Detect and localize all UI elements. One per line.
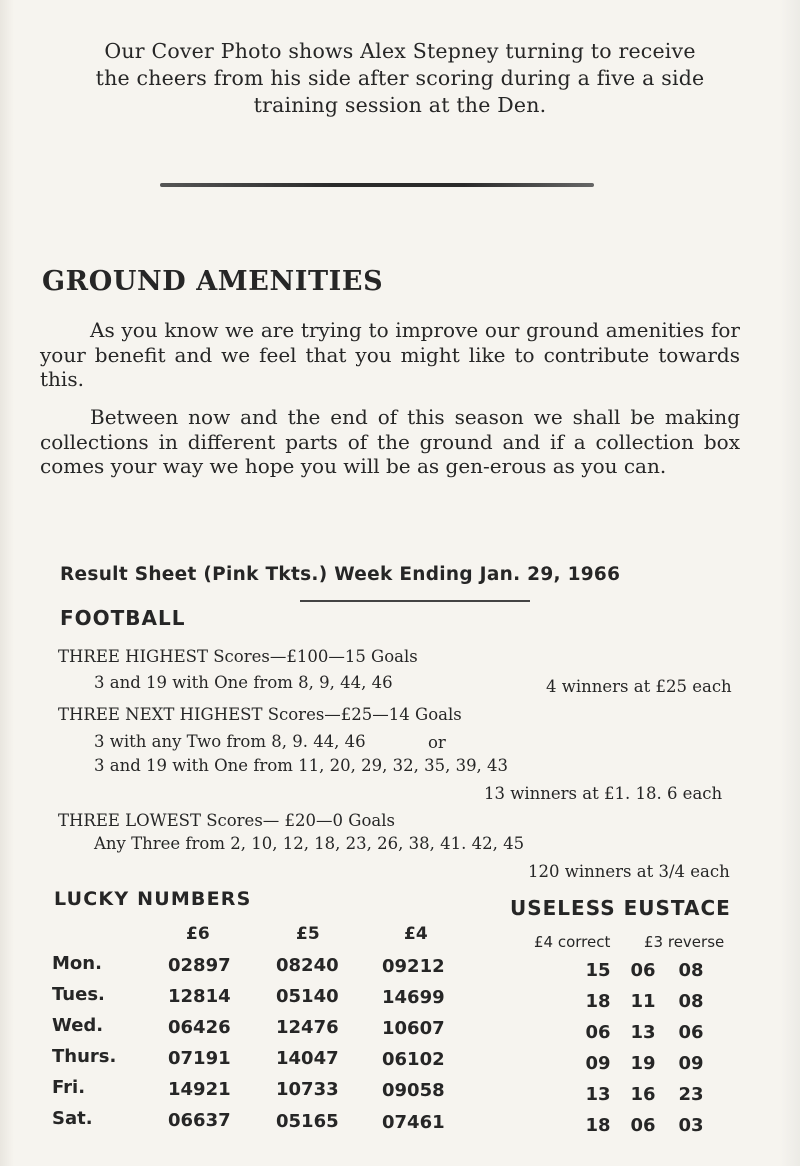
useless-eustace-header-reverse: £3 reverse bbox=[644, 933, 725, 951]
result-title-underline bbox=[300, 600, 530, 602]
amenities-paragraph-2 bbox=[40, 405, 740, 479]
lucky-number: 10607 bbox=[382, 1018, 445, 1039]
result-sheet-title: Result Sheet (Pink Tkts.) Week Ending Jan. 29, 1966 bbox=[60, 564, 621, 585]
lucky-row-day: Thurs. bbox=[52, 1046, 117, 1067]
lucky-numbers-heading: LUCKY NUMBERS bbox=[54, 888, 252, 910]
eustace-number: 06 bbox=[630, 960, 656, 981]
eustace-number: 09 bbox=[585, 1053, 611, 1074]
lucky-row-day: Wed. bbox=[52, 1015, 104, 1036]
amenities-paragraph-2-text: Between now and the end of this season we shall be making collections in different parts of the ground and if a collection box comes your way we hope you will be as gen-erous as you can. bbox=[40, 405, 740, 478]
eustace-number: 16 bbox=[630, 1084, 656, 1105]
lucky-number: 05140 bbox=[276, 986, 339, 1007]
useless-eustace-heading: USELESS EUSTACE bbox=[510, 896, 731, 920]
eustace-number: 15 bbox=[585, 960, 611, 981]
three-next-highest-or: or bbox=[428, 733, 446, 752]
cover-caption-line: training session at the Den. bbox=[253, 93, 547, 117]
three-highest-detail: 3 and 19 with One from 8, 9, 44, 46 bbox=[94, 673, 393, 692]
eustace-number: 13 bbox=[585, 1084, 611, 1105]
lucky-row-day: Mon. bbox=[52, 953, 102, 974]
lucky-number: 09058 bbox=[382, 1080, 445, 1101]
eustace-number: 06 bbox=[630, 1115, 656, 1136]
lucky-number: 08240 bbox=[276, 955, 339, 976]
lucky-number: 09212 bbox=[382, 956, 445, 977]
three-highest-winners: 4 winners at £25 each bbox=[546, 677, 732, 696]
cover-photo-caption bbox=[40, 38, 760, 119]
eustace-number: 11 bbox=[630, 991, 656, 1012]
three-highest-title: THREE HIGHEST Scores—£100—15 Goals bbox=[58, 647, 418, 666]
lucky-number: 05165 bbox=[276, 1111, 339, 1132]
lucky-number: 10733 bbox=[276, 1079, 339, 1100]
lucky-number: 02897 bbox=[168, 955, 231, 976]
eustace-number: 13 bbox=[630, 1022, 656, 1043]
lucky-number: 12476 bbox=[276, 1017, 339, 1038]
eustace-number: 09 bbox=[678, 1053, 704, 1074]
lucky-row-day: Tues. bbox=[52, 984, 105, 1005]
eustace-number: 18 bbox=[585, 991, 611, 1012]
useless-eustace-header-correct: £4 correct bbox=[534, 933, 611, 951]
eustace-number: 08 bbox=[678, 991, 704, 1012]
lucky-number: 07461 bbox=[382, 1112, 445, 1133]
eustace-number: 06 bbox=[678, 1022, 704, 1043]
cover-caption-line: the cheers from his side after scoring during a five a side bbox=[95, 66, 705, 90]
cover-caption-line: Our Cover Photo shows Alex Stepney turning to receive bbox=[104, 39, 696, 63]
eustace-number: 18 bbox=[585, 1115, 611, 1136]
football-heading: FOOTBALL bbox=[60, 606, 186, 630]
section-divider bbox=[160, 183, 594, 187]
lucky-number: 14047 bbox=[276, 1048, 339, 1069]
lucky-number: 12814 bbox=[168, 986, 231, 1007]
three-next-highest-winners: 13 winners at £1. 18. 6 each bbox=[484, 784, 723, 803]
lucky-number: 14921 bbox=[168, 1079, 231, 1100]
three-lowest-title: THREE LOWEST Scores— £20—0 Goals bbox=[58, 811, 395, 830]
three-next-highest-detail-2: 3 and 19 with One from 11, 20, 29, 32, 35, 39, 43 bbox=[94, 756, 509, 775]
amenities-paragraph-1-text: As you know we are trying to improve our ground amenities for your benefit and we feel that you might like to contribute towards this. bbox=[40, 318, 740, 391]
eustace-number: 23 bbox=[678, 1084, 704, 1105]
three-next-highest-detail-1: 3 with any Two from 8, 9. 44, 46 bbox=[94, 732, 366, 751]
eustace-number: 03 bbox=[678, 1115, 704, 1136]
three-next-highest-title: THREE NEXT HIGHEST Scores—£25—14 Goals bbox=[58, 705, 462, 724]
lucky-number: 07191 bbox=[168, 1048, 231, 1069]
three-lowest-winners: 120 winners at 3/4 each bbox=[528, 862, 730, 881]
lucky-column-header: £5 bbox=[296, 924, 320, 944]
amenities-paragraph-1 bbox=[40, 318, 740, 392]
lucky-number: 14699 bbox=[382, 987, 445, 1008]
lucky-number: 06102 bbox=[382, 1049, 445, 1070]
eustace-number: 06 bbox=[585, 1022, 611, 1043]
eustace-number: 08 bbox=[678, 960, 704, 981]
lucky-column-header: £6 bbox=[186, 924, 210, 944]
three-lowest-detail: Any Three from 2, 10, 12, 18, 23, 26, 38, 41. 42, 45 bbox=[94, 834, 525, 853]
lucky-number: 06426 bbox=[168, 1017, 231, 1038]
ground-amenities-heading: GROUND AMENITIES bbox=[42, 266, 384, 297]
eustace-number: 19 bbox=[630, 1053, 656, 1074]
lucky-number: 06637 bbox=[168, 1110, 231, 1131]
lucky-row-day: Sat. bbox=[52, 1108, 93, 1129]
lucky-column-header: £4 bbox=[404, 924, 428, 944]
lucky-row-day: Fri. bbox=[52, 1077, 86, 1098]
